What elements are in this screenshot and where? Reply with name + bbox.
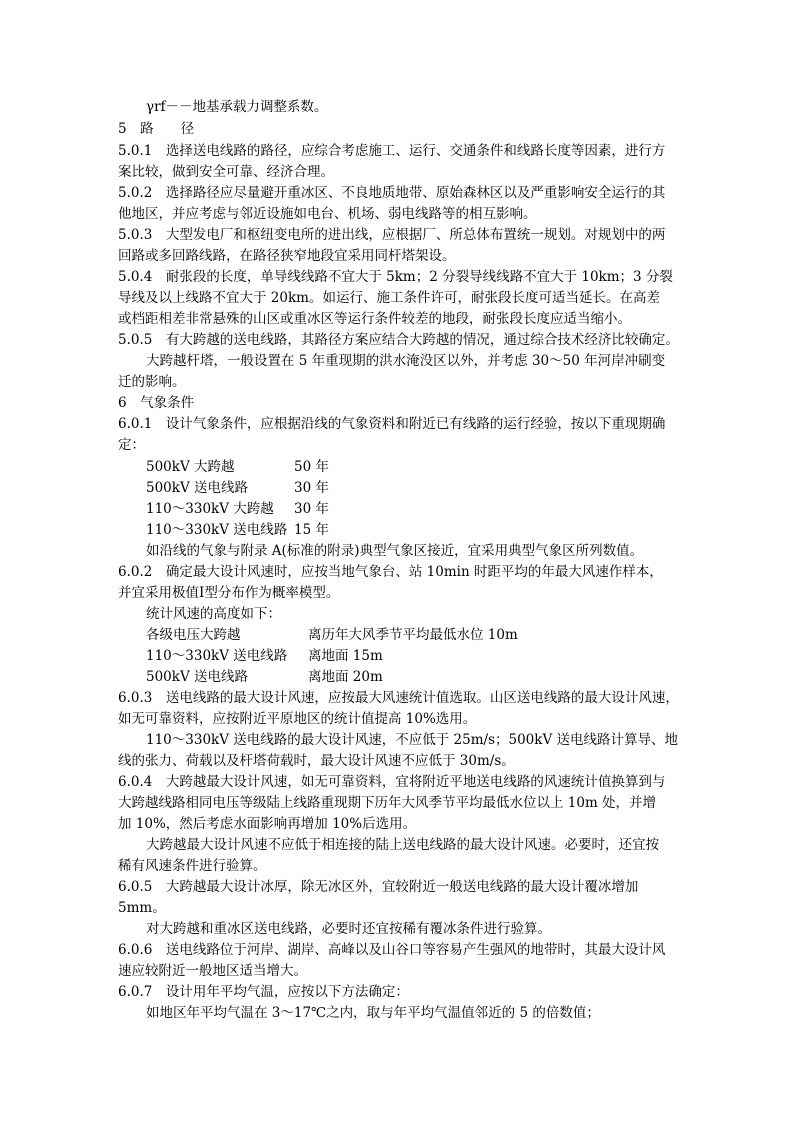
clause-6-0-3-para: 110～330kV 送电线路的最大设计风速，不应低于 25m/s；500kV 送电线路计算导、地 [146, 732, 678, 748]
clause-6-0-3-cont: 如无可靠资料，应按附近平原地区的统计值提高 10%选用。 [118, 711, 477, 727]
row-value: 离地面 20m [308, 669, 383, 685]
row-item: 110～330kV 送电线路 [146, 648, 288, 664]
row-value: 30 年 [294, 480, 329, 496]
clause-6-0-5-para: 对大跨越和重冰区送电线路，必要时还宜按稀有覆冰条件进行验算。 [146, 921, 551, 937]
clause-6-0-2-cont: 并宜采用极值Ⅰ型分布作为概率模型。 [118, 585, 340, 601]
wind-height-row [146, 666, 383, 688]
clause-5-0-2: 5.0.2 选择路径应尽量避开重冰区、不良地质地带、原始森林区以及严重影响安全运行的其 [118, 185, 666, 201]
clause-5-0-4-cont1: 导线及以上线路不宜大于 20km。如运行、施工条件许可，耐张段长度可适当延长。在高差 [118, 290, 660, 306]
clause-6-0-6-cont: 速应较附近一般地区适当增大。 [118, 963, 307, 979]
row-value: 50 年 [294, 459, 329, 475]
clause-5-0-1-cont: 案比较，做到安全可靠、经济合理。 [118, 164, 334, 180]
clause-6-0-3: 6.0.3 送电线路的最大设计风速，应按最大风速统计值选取。山区送电线路的最大设计风速， [118, 690, 679, 706]
clause-5-0-3: 5.0.3 大型发电厂和枢纽变电所的进出线，应根据厂、所总体布置统一规划。对规划中的两 [118, 227, 666, 243]
return-period-row [146, 456, 329, 478]
clause-5-0-1: 5.0.1 选择送电线路的路径，应综合考虑施工、运行、交通条件和线路长度等因素，进行方 [118, 143, 666, 159]
row-value: 15 年 [294, 522, 329, 538]
clause-6-0-5: 6.0.5 大跨越最大设计冰厚，除无冰区外，宜较附近一般送电线路的最大设计覆冰增加 [118, 879, 639, 895]
clause-6-0-4: 6.0.4 大跨越最大设计风速，如无可靠资料，宜将附近平地送电线路的风速统计值换算到与 [118, 774, 666, 790]
clause-5-0-5: 5.0.5 有大跨越的送电线路，其路径方案应结合大跨越的情况，通过综合技术经济比较确定。 [118, 332, 679, 348]
return-period-row [146, 477, 329, 499]
clause-6-0-7: 6.0.7 设计用年平均气温，应按以下方法确定： [118, 984, 409, 1000]
clause-5-0-4: 5.0.4 耐张段的长度，单导线线路不宜大于 5km；2 分裂导线线路不宜大于 10km；3 分裂 [118, 269, 673, 285]
row-item: 各级电压大跨越 [146, 627, 241, 643]
clause-6-0-3-para-cont: 线的张力、荷载以及杆塔荷载时，最大设计风速不应低于 30m/s。 [118, 753, 515, 769]
section-5-heading: 5 路 径 [118, 121, 195, 137]
clause-6-0-7-para: 如地区年平均气温在 3～17℃之内，取与年平均气温值邻近的 5 的倍数值； [146, 1005, 600, 1021]
clause-6-0-2: 6.0.2 确定最大设计风速时，应按当地气象台、站 10min 时距平均的年最大风速作样本， [118, 564, 663, 580]
row-item: 110～330kV 送电线路 [146, 522, 288, 538]
clause-6-0-4-cont1: 大跨越线路相同电压等级陆上线路重现期下历年大风季节平均最低水位以上 10m 处，并增 [118, 795, 657, 811]
return-period-row [146, 519, 329, 541]
wind-height-intro: 统计风速的高度如下： [146, 606, 281, 622]
clause-6-0-5-cont: 5mm。 [118, 900, 166, 916]
row-item: 500kV 送电线路 [146, 669, 248, 685]
return-period-row [146, 498, 329, 520]
wind-height-row [146, 624, 518, 646]
clause-6-0-1-note: 如沿线的气象与附录 A(标准的附录)典型气象区接近，宜采用典型气象区所列数值。 [146, 543, 644, 559]
section-6-heading: 6 气象条件 [118, 395, 195, 411]
clause-6-0-4-para-cont: 稀有风速条件进行验算。 [118, 858, 267, 874]
definition-line: γrf－－地基承载力调整系数。 [146, 99, 328, 115]
clause-6-0-4-cont2: 加 10%，然后考虑水面影响再增加 10%后选用。 [118, 816, 417, 832]
row-item: 110～330kV 大跨越 [146, 501, 274, 517]
clause-6-0-4-para: 大跨越最大设计风速不应低于相连接的陆上送电线路的最大设计风速。必要时，还宜按 [146, 837, 659, 853]
clause-5-0-2-cont: 他地区，并应考虑与邻近设施如电台、机场、弱电线路等的相互影响。 [118, 206, 537, 222]
clause-6-0-1: 6.0.1 设计气象条件，应根据沿线的气象资料和附近已有线路的运行经验，按以下重现期确 [118, 416, 666, 432]
clause-5-0-3-cont: 回路或多回路线路，在路径狭窄地段宜采用同杆塔架设。 [118, 248, 456, 264]
clause-6-0-1-cont: 定： [118, 437, 145, 453]
row-item: 500kV 送电线路 [146, 480, 248, 496]
row-value: 离地面 15m [308, 648, 383, 664]
clause-5-0-5-para-cont: 迁的影响。 [118, 374, 186, 390]
clause-5-0-5-para: 大跨越杆塔，一般设置在 5 年重现期的洪水淹没区以外，并考虑 30～50 年河岸冲刷变 [146, 353, 666, 369]
row-value: 离历年大风季节平均最低水位 10m [308, 627, 518, 643]
clause-6-0-6: 6.0.6 送电线路位于河岸、湖岸、高峰以及山谷口等容易产生强风的地带时，其最大设计风 [118, 942, 666, 958]
row-item: 500kV 大跨越 [146, 459, 235, 475]
wind-height-row [146, 645, 383, 667]
clause-5-0-4-cont2: 或档距相差非常悬殊的山区或重冰区等运行条件较差的地段，耐张段长度应适当缩小。 [118, 311, 631, 327]
row-value: 30 年 [294, 501, 329, 517]
